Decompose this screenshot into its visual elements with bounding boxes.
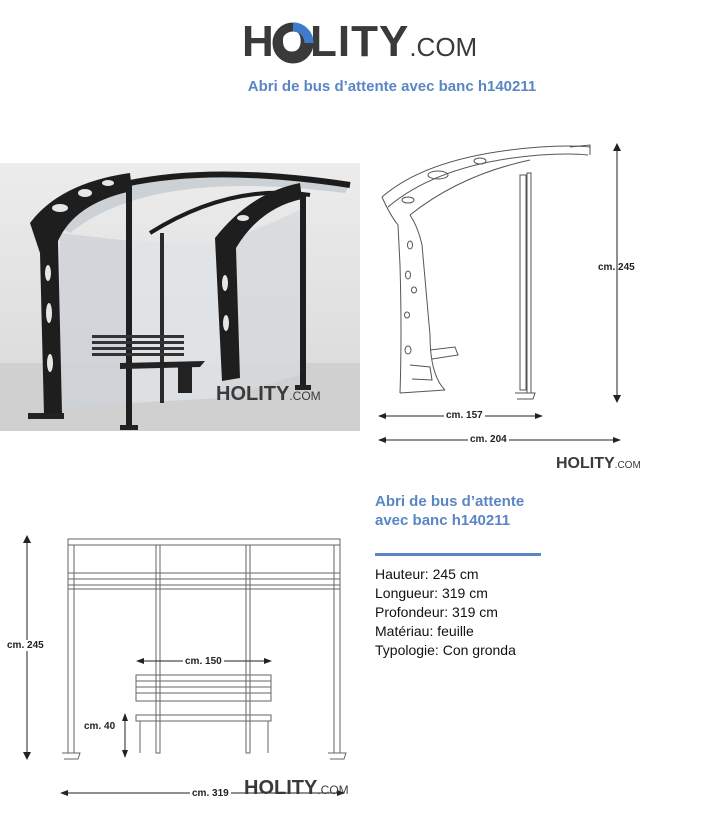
side-depth-inner-label: cm. 157 (446, 410, 483, 421)
spec-length: Longueur: 319 cm (375, 585, 488, 601)
product-title-rule (375, 553, 541, 556)
page-title: Abri de bus d’attente avec banc h140211 (247, 78, 537, 95)
side-view-svg (370, 135, 670, 480)
bench-width-label: cm. 150 (185, 656, 222, 667)
logo-o-icon (272, 22, 314, 64)
photo-watermark: HOLITY.COM (216, 383, 321, 405)
bench-height-label: cm. 40 (84, 721, 116, 732)
spec-material: Matériau: feuille (375, 623, 474, 639)
front-width-label: cm. 319 (192, 788, 229, 799)
front-height-label: cm. 245 (7, 640, 44, 651)
side-height-arrow (610, 143, 624, 403)
product-title: Abri de bus d’attente avec banc h140211 (375, 493, 525, 529)
front-watermark: HOLITY.COM (244, 777, 349, 799)
side-height-label: cm. 245 (598, 262, 635, 273)
logo-suffix: .COM (409, 32, 478, 62)
bench-height-arrow (120, 713, 130, 758)
logo-brand: HOLITY (242, 17, 410, 66)
header-logo (242, 17, 478, 69)
spec-height: Hauteur: 245 cm (375, 566, 479, 582)
side-watermark: HOLITY.COM (556, 455, 641, 472)
side-view-drawing (370, 135, 670, 480)
side-depth-outer-label: cm. 204 (470, 434, 507, 445)
spec-type: Typologie: Con gronda (375, 642, 516, 658)
product-photo (0, 163, 360, 431)
product-specs (375, 565, 516, 660)
front-view-drawing (0, 515, 365, 815)
spec-depth: Profondeur: 319 cm (375, 604, 498, 620)
